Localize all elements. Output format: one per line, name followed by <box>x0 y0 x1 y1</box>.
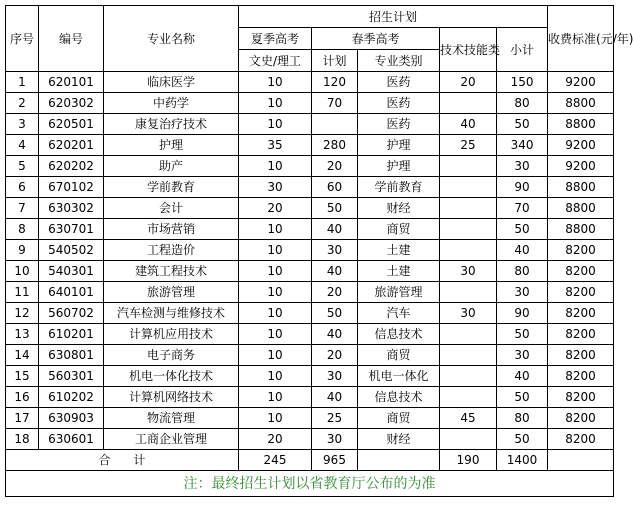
cell-code: 620501 <box>39 114 104 135</box>
cell-subtotal: 40 <box>497 240 548 261</box>
cell-fee: 8200 <box>548 366 614 387</box>
cell-subtotal: 80 <box>497 261 548 282</box>
cell-major: 会计 <box>104 198 239 219</box>
table-row <box>6 240 614 261</box>
cell-skill <box>440 282 497 303</box>
cell-skill: 40 <box>440 114 497 135</box>
cell-seq: 7 <box>6 198 39 219</box>
cell-fee: 9200 <box>548 156 614 177</box>
cell-code: 670102 <box>39 177 104 198</box>
cell-seq: 11 <box>6 282 39 303</box>
cell-spring: 25 <box>312 408 358 429</box>
header-spring: 春季高考 <box>312 28 440 50</box>
cell-skill <box>440 345 497 366</box>
cell-category: 信息技术 <box>358 324 440 345</box>
table-row <box>6 135 614 156</box>
cell-subtotal: 150 <box>497 72 548 93</box>
cell-category: 旅游管理 <box>358 282 440 303</box>
cell-subtotal: 80 <box>497 408 548 429</box>
cell-summer: 10 <box>239 219 312 240</box>
cell-summer: 10 <box>239 114 312 135</box>
cell-seq: 6 <box>6 177 39 198</box>
cell-major: 市场营销 <box>104 219 239 240</box>
cell-spring: 50 <box>312 303 358 324</box>
total-label: 合 计 <box>6 450 239 471</box>
cell-seq: 13 <box>6 324 39 345</box>
table-row <box>6 387 614 408</box>
header-summer-sub: 文史/理工 <box>239 50 312 72</box>
cell-fee: 8800 <box>548 177 614 198</box>
cell-category: 医药 <box>358 93 440 114</box>
cell-skill <box>440 93 497 114</box>
cell-summer: 10 <box>239 156 312 177</box>
total-spring: 965 <box>312 450 358 471</box>
cell-code: 620101 <box>39 72 104 93</box>
total-skill: 190 <box>440 450 497 471</box>
cell-subtotal: 90 <box>497 303 548 324</box>
cell-code: 540502 <box>39 240 104 261</box>
cell-category: 土建 <box>358 261 440 282</box>
header-summer: 夏季高考 <box>239 28 312 50</box>
cell-subtotal: 70 <box>497 198 548 219</box>
enrollment-plan-table <box>5 5 633 497</box>
cell-code: 560301 <box>39 366 104 387</box>
header-seq: 序号 <box>6 6 39 72</box>
cell-skill: 30 <box>440 261 497 282</box>
cell-skill <box>440 324 497 345</box>
table-row <box>6 408 614 429</box>
cell-summer: 10 <box>239 72 312 93</box>
header-fee: 收费标准(元/年) <box>548 6 614 72</box>
cell-category: 机电一体化 <box>358 366 440 387</box>
data-rows <box>6 72 614 450</box>
table-row <box>6 345 614 366</box>
cell-spring: 20 <box>312 156 358 177</box>
cell-skill <box>440 366 497 387</box>
cell-subtotal: 30 <box>497 282 548 303</box>
cell-skill: 20 <box>440 72 497 93</box>
table-row <box>6 93 614 114</box>
cell-spring: 30 <box>312 429 358 450</box>
cell-category: 商贸 <box>358 345 440 366</box>
cell-spring <box>312 114 358 135</box>
header-spring-plan: 计划 <box>312 50 358 72</box>
cell-spring: 40 <box>312 324 358 345</box>
table-row <box>6 156 614 177</box>
cell-summer: 10 <box>239 366 312 387</box>
cell-fee: 8200 <box>548 261 614 282</box>
cell-seq: 2 <box>6 93 39 114</box>
cell-fee: 9200 <box>548 72 614 93</box>
cell-subtotal: 40 <box>497 366 548 387</box>
cell-fee: 8200 <box>548 408 614 429</box>
cell-fee: 8800 <box>548 219 614 240</box>
cell-summer: 10 <box>239 240 312 261</box>
header-plan: 招生计划 <box>239 6 548 28</box>
table-footer <box>6 450 614 497</box>
cell-seq: 17 <box>6 408 39 429</box>
cell-category: 商贸 <box>358 219 440 240</box>
cell-spring: 20 <box>312 345 358 366</box>
cell-category: 信息技术 <box>358 387 440 408</box>
cell-spring: 30 <box>312 240 358 261</box>
cell-code: 620302 <box>39 93 104 114</box>
cell-subtotal: 50 <box>497 387 548 408</box>
cell-skill <box>440 177 497 198</box>
cell-skill <box>440 387 497 408</box>
cell-code: 610201 <box>39 324 104 345</box>
total-category-empty <box>358 450 440 471</box>
cell-spring: 120 <box>312 72 358 93</box>
cell-summer: 30 <box>239 177 312 198</box>
cell-code: 640101 <box>39 282 104 303</box>
cell-summer: 10 <box>239 282 312 303</box>
cell-subtotal: 30 <box>497 156 548 177</box>
cell-category: 财经 <box>358 198 440 219</box>
cell-skill <box>440 198 497 219</box>
cell-fee: 8200 <box>548 429 614 450</box>
cell-fee: 8200 <box>548 387 614 408</box>
cell-category: 护理 <box>358 135 440 156</box>
cell-fee: 8200 <box>548 240 614 261</box>
cell-major: 工程造价 <box>104 240 239 261</box>
cell-fee: 8800 <box>548 114 614 135</box>
table-row <box>6 198 614 219</box>
cell-fee: 8200 <box>548 303 614 324</box>
cell-spring: 20 <box>312 282 358 303</box>
cell-major: 计算机应用技术 <box>104 324 239 345</box>
cell-seq: 15 <box>6 366 39 387</box>
cell-seq: 14 <box>6 345 39 366</box>
table-row <box>6 282 614 303</box>
cell-major: 助产 <box>104 156 239 177</box>
table-row <box>6 219 614 240</box>
cell-spring: 60 <box>312 177 358 198</box>
table-row <box>6 324 614 345</box>
cell-code: 630302 <box>39 198 104 219</box>
header-subtotal: 小计 <box>497 28 548 72</box>
cell-major: 机电一体化技术 <box>104 366 239 387</box>
total-subtotal: 1400 <box>497 450 548 471</box>
cell-seq: 12 <box>6 303 39 324</box>
cell-skill: 25 <box>440 135 497 156</box>
header-major: 专业名称 <box>104 6 239 72</box>
table-row <box>6 366 614 387</box>
cell-seq: 5 <box>6 156 39 177</box>
cell-seq: 3 <box>6 114 39 135</box>
cell-code: 630801 <box>39 345 104 366</box>
cell-fee: 8200 <box>548 345 614 366</box>
cell-major: 计算机网络技术 <box>104 387 239 408</box>
cell-skill <box>440 219 497 240</box>
cell-major: 临床医学 <box>104 72 239 93</box>
cell-seq: 8 <box>6 219 39 240</box>
table-row <box>6 72 614 93</box>
cell-spring: 280 <box>312 135 358 156</box>
table-body <box>6 6 633 72</box>
cell-code: 630601 <box>39 429 104 450</box>
cell-fee: 8200 <box>548 324 614 345</box>
cell-major: 电子商务 <box>104 345 239 366</box>
cell-subtotal: 50 <box>497 114 548 135</box>
cell-seq: 16 <box>6 387 39 408</box>
total-summer: 245 <box>239 450 312 471</box>
cell-skill <box>440 429 497 450</box>
cell-code: 620202 <box>39 156 104 177</box>
cell-skill <box>440 156 497 177</box>
header-skill: 技术技能类 <box>440 28 497 72</box>
cell-summer: 10 <box>239 408 312 429</box>
cell-summer: 10 <box>239 324 312 345</box>
total-row <box>6 450 614 471</box>
cell-code: 630903 <box>39 408 104 429</box>
cell-category: 汽车 <box>358 303 440 324</box>
cell-spring: 40 <box>312 261 358 282</box>
cell-major: 物流管理 <box>104 408 239 429</box>
cell-summer: 10 <box>239 261 312 282</box>
cell-seq: 4 <box>6 135 39 156</box>
cell-major: 中药学 <box>104 93 239 114</box>
cell-code: 610202 <box>39 387 104 408</box>
cell-skill <box>440 240 497 261</box>
cell-summer: 10 <box>239 303 312 324</box>
cell-major: 康复治疗技术 <box>104 114 239 135</box>
cell-subtotal: 30 <box>497 345 548 366</box>
cell-category: 商贸 <box>358 408 440 429</box>
cell-seq: 1 <box>6 72 39 93</box>
cell-skill: 45 <box>440 408 497 429</box>
cell-subtotal: 50 <box>497 324 548 345</box>
cell-spring: 50 <box>312 198 358 219</box>
cell-seq: 9 <box>6 240 39 261</box>
header-spring-category: 专业类别 <box>358 50 440 72</box>
cell-category: 医药 <box>358 114 440 135</box>
table-row <box>6 114 614 135</box>
cell-summer: 10 <box>239 345 312 366</box>
cell-code: 620201 <box>39 135 104 156</box>
cell-major: 护理 <box>104 135 239 156</box>
cell-code: 560702 <box>39 303 104 324</box>
cell-skill: 30 <box>440 303 497 324</box>
cell-fee: 9200 <box>548 135 614 156</box>
cell-fee: 8800 <box>548 93 614 114</box>
cell-subtotal: 90 <box>497 177 548 198</box>
cell-category: 学前教育 <box>358 177 440 198</box>
header-code: 编号 <box>39 6 104 72</box>
cell-seq: 18 <box>6 429 39 450</box>
cell-category: 医药 <box>358 72 440 93</box>
cell-subtotal: 80 <box>497 93 548 114</box>
cell-spring: 70 <box>312 93 358 114</box>
cell-summer: 35 <box>239 135 312 156</box>
cell-major: 学前教育 <box>104 177 239 198</box>
cell-subtotal: 50 <box>497 429 548 450</box>
total-fee-empty <box>548 450 614 471</box>
note-text: 注：最终招生计划以省教育厅公布的为准 <box>6 471 614 497</box>
cell-fee: 8800 <box>548 198 614 219</box>
note-row <box>6 471 614 497</box>
cell-major: 工商企业管理 <box>104 429 239 450</box>
cell-spring: 40 <box>312 387 358 408</box>
cell-major: 汽车检测与维修技术 <box>104 303 239 324</box>
cell-subtotal: 340 <box>497 135 548 156</box>
cell-subtotal: 50 <box>497 219 548 240</box>
cell-fee: 8200 <box>548 282 614 303</box>
cell-major: 建筑工程技术 <box>104 261 239 282</box>
table-row <box>6 177 614 198</box>
enrollment-table-wrapper <box>5 5 633 499</box>
cell-summer: 10 <box>239 93 312 114</box>
cell-summer: 20 <box>239 198 312 219</box>
header-row-1 <box>6 6 614 28</box>
cell-category: 财经 <box>358 429 440 450</box>
cell-summer: 10 <box>239 387 312 408</box>
cell-major: 旅游管理 <box>104 282 239 303</box>
cell-spring: 40 <box>312 219 358 240</box>
cell-spring: 30 <box>312 366 358 387</box>
cell-code: 540301 <box>39 261 104 282</box>
table-row <box>6 429 614 450</box>
table-row <box>6 303 614 324</box>
cell-category: 土建 <box>358 240 440 261</box>
cell-category: 护理 <box>358 156 440 177</box>
cell-code: 630701 <box>39 219 104 240</box>
cell-seq: 10 <box>6 261 39 282</box>
cell-summer: 20 <box>239 429 312 450</box>
table-row <box>6 261 614 282</box>
